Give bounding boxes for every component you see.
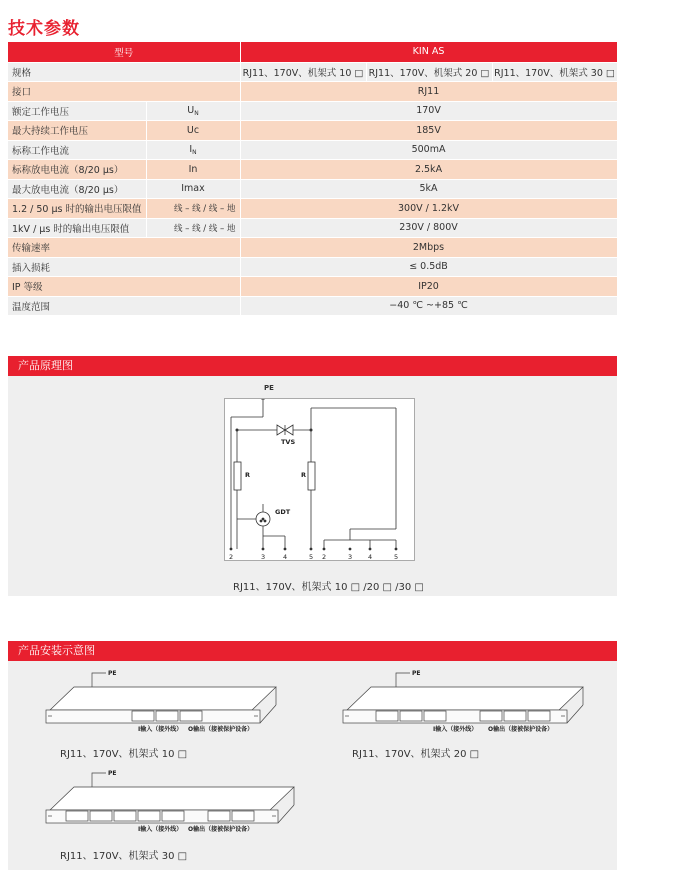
pin-label: 3 [261, 553, 266, 561]
input-label: I输入（接外线） [433, 726, 478, 733]
gdt-label: GDT [275, 508, 291, 516]
row-label: 标称工作电流 [8, 140, 146, 160]
pin-label: 3 [348, 553, 353, 561]
row-label: 接口 [8, 82, 240, 102]
row-label: 最大放电电流（8/20 μs） [8, 179, 146, 199]
pin-label: 4 [368, 553, 373, 561]
rack-10 [46, 673, 276, 723]
install-caption-30: RJ11、170V、机架式 30 □ [60, 851, 188, 862]
input-label: I输入（接外线） [138, 826, 183, 833]
table-row [8, 179, 617, 199]
spec-table [8, 42, 618, 316]
install-caption-10: RJ11、170V、机架式 10 □ [60, 749, 188, 760]
row-symbol: In [146, 160, 240, 180]
row-label: 传输速率 [8, 238, 240, 258]
row-label: 最大持续工作电压 [8, 121, 146, 141]
tvs-label: TVS [281, 438, 296, 446]
output-label: O输出（接被保护设备） [188, 826, 254, 833]
row-label: 规格 [8, 62, 240, 82]
row-symbol: Uc [146, 121, 240, 141]
row-value: 300V / 1.2kV [240, 199, 617, 219]
schematic-svg [225, 399, 416, 562]
table-row [8, 218, 617, 238]
page-title: 技术参数 [8, 19, 80, 39]
table-header-row [8, 42, 617, 62]
table-row [8, 238, 617, 258]
pin-label: 2 [229, 553, 234, 561]
pe-label: PE [264, 384, 274, 392]
table-row [8, 62, 617, 82]
model-value: KIN AS [240, 42, 617, 62]
row-value: 2Mbps [240, 238, 617, 258]
pin-label: 5 [394, 553, 399, 561]
row-label: 插入损耗 [8, 257, 240, 277]
row-value: ≤ 0.5dB [240, 257, 617, 277]
symbol-main: I [189, 143, 193, 155]
spec-value: RJ11、170V、机架式 10 □ [240, 62, 366, 82]
pin-label: 4 [283, 553, 288, 561]
table-row [8, 160, 617, 180]
row-label: 1.2 / 50 μs 时的输出电压限值 [8, 199, 146, 219]
row-symbol: 线 – 线 / 线 – 地 [146, 218, 240, 238]
input-label: I输入（接外线） [138, 726, 183, 733]
resistor-right-label: R [301, 471, 307, 479]
row-value: 185V [240, 121, 617, 141]
table-row [8, 277, 617, 297]
pin-label: 5 [309, 553, 314, 561]
row-label: IP 等级 [8, 277, 240, 297]
symbol-main: U [187, 104, 195, 116]
schematic-diagram [224, 398, 415, 561]
rack-30 [46, 773, 294, 823]
table-row [8, 82, 617, 102]
table-row [8, 199, 617, 219]
pe-label: PE [108, 770, 117, 777]
row-value: 230V / 800V [240, 218, 617, 238]
symbol-sub: N [192, 148, 197, 156]
table-row [8, 296, 617, 316]
model-label: 型号 [8, 42, 240, 62]
pe-label: PE [412, 670, 421, 677]
install-drawings [8, 661, 617, 870]
rack-20 [343, 673, 583, 723]
table-row [8, 121, 617, 141]
row-value: IP20 [240, 277, 617, 297]
row-symbol [146, 101, 240, 121]
row-value: 2.5kA [240, 160, 617, 180]
symbol-sub: N [194, 109, 199, 117]
row-label: 温度范围 [8, 296, 240, 316]
principle-caption: RJ11、170V、机架式 10 □ /20 □ /30 □ [233, 582, 424, 593]
output-label: O输出（接被保护设备） [188, 726, 254, 733]
pe-label: PE [108, 670, 117, 677]
row-value: 5kA [240, 179, 617, 199]
resistor-left-label: R [245, 471, 251, 479]
install-section-title: 产品安装示意图 [8, 641, 617, 661]
row-label: 1kV / μs 时的输出电压限值 [8, 218, 146, 238]
row-label: 标称放电电流（8/20 μs） [8, 160, 146, 180]
row-value: 500mA [240, 140, 617, 160]
spec-value: RJ11、170V、机架式 30 □ [492, 62, 617, 82]
row-value: RJ11 [240, 82, 617, 102]
output-label: O输出（接被保护设备） [488, 726, 554, 733]
principle-section-title: 产品原理图 [8, 356, 617, 376]
row-value: 170V [240, 101, 617, 121]
table-row [8, 101, 617, 121]
spec-value: RJ11、170V、机架式 20 □ [366, 62, 492, 82]
install-caption-20: RJ11、170V、机架式 20 □ [352, 749, 480, 760]
row-symbol: Imax [146, 179, 240, 199]
row-symbol: 线 – 线 / 线 – 地 [146, 199, 240, 219]
row-symbol [146, 140, 240, 160]
table-row [8, 257, 617, 277]
pin-label: 2 [322, 553, 327, 561]
table-row [8, 140, 617, 160]
row-value: −40 ℃ ~+85 ℃ [240, 296, 617, 316]
row-label: 额定工作电压 [8, 101, 146, 121]
